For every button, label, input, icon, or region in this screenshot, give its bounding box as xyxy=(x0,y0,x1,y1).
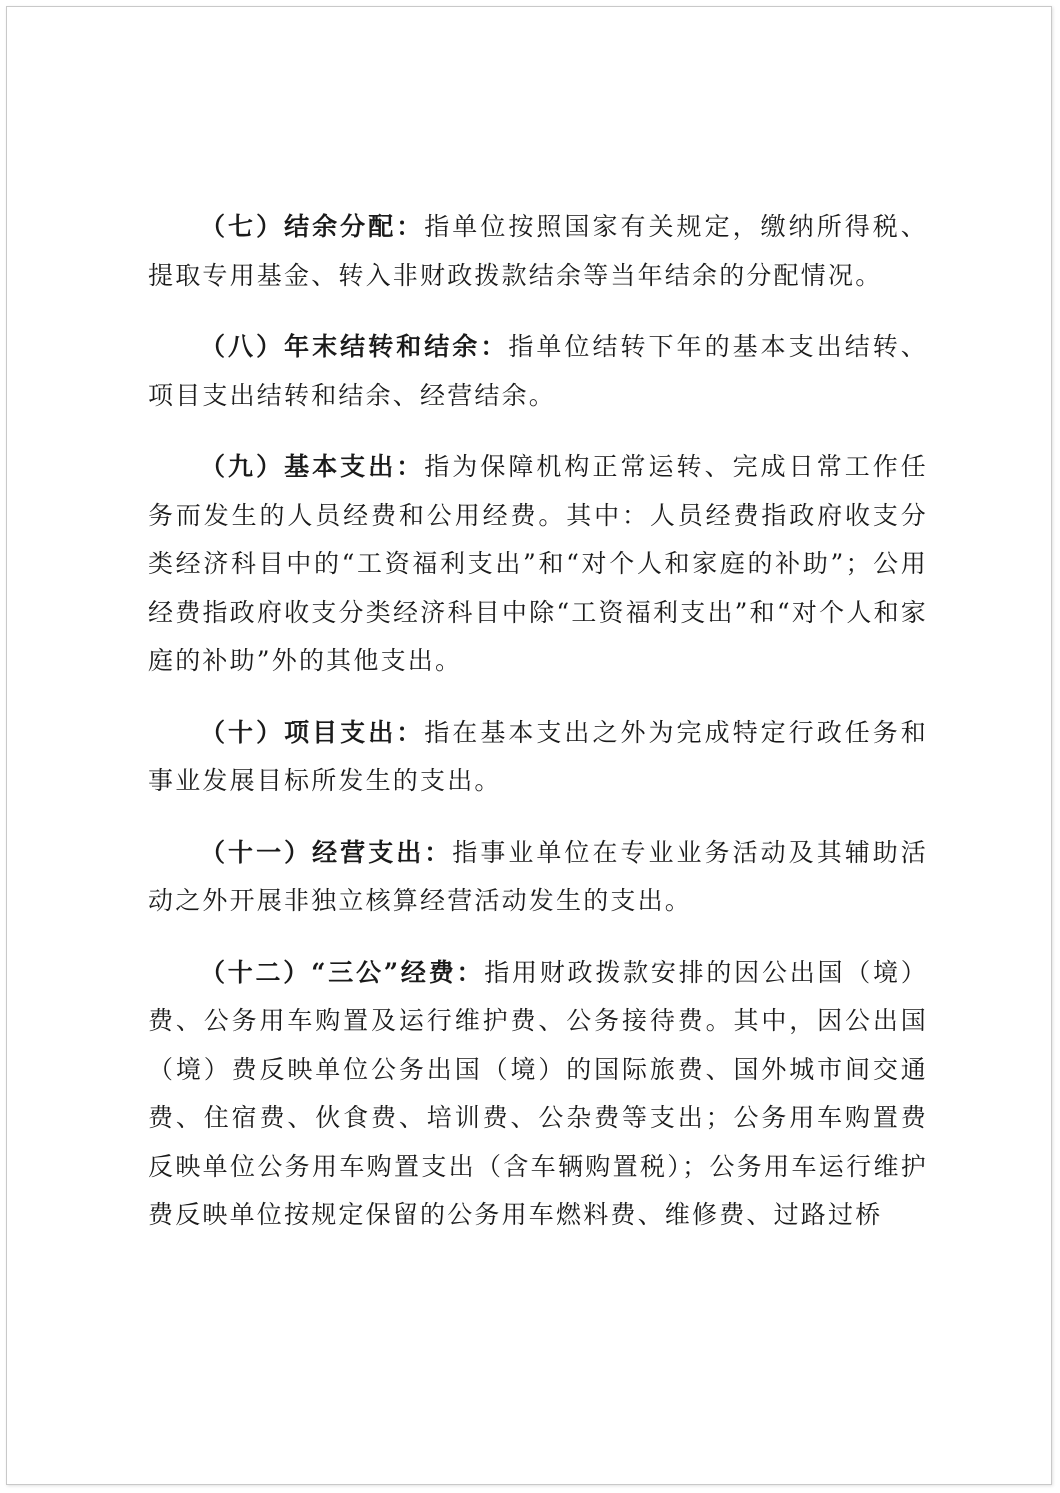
paragraph-heading: （九）基本支出： xyxy=(200,452,425,481)
paragraph-heading: （十一）经营支出： xyxy=(200,837,453,867)
paragraph-heading: （十二）“三公”经费： xyxy=(200,957,485,987)
paragraph-text: 指单位结转下年的基本支出结转、项目支出结转和结余、经营结余。 xyxy=(148,332,928,410)
paragraph-text: 指事业单位在专业业务活动及其辅助活动之外开展非独立核算经营活动发生的支出。 xyxy=(148,837,928,915)
paragraph-operating-expenditure xyxy=(148,829,928,926)
paragraph-project-expenditure xyxy=(148,709,928,806)
document-body xyxy=(148,203,928,1263)
paragraph-text: 指在基本支出之外为完成特定行政任务和事业发展目标所发生的支出。 xyxy=(148,717,928,795)
paragraph-year-end-carryover xyxy=(148,323,928,420)
paragraph-heading: （十）项目支出： xyxy=(200,717,425,747)
document-page xyxy=(6,6,1052,1485)
paragraph-heading: （八）年末结转和结余： xyxy=(200,332,509,361)
paragraph-basic-expenditure xyxy=(148,443,928,686)
paragraph-text: 指单位按照国家有关规定，缴纳所得税、提取专用基金、转入非财政拨款结余等当年结余的分配情况。 xyxy=(148,212,928,290)
paragraph-text: 指用财政拨款安排的因公出国（境）费、公务用车购置及运行维护费、公务接待费。其中，因公出国（境）费反映单位公务出国（境）的国际旅费、国外城市间交通费、住宿费、伙食费、培训费、公杂费等支出；公务用车购置费反映单位公务用车购置支出（含车辆购置税）；公务用车运行维护费反映单位按规定保留的公务用车燃料费、维修费、过路过桥 xyxy=(148,957,928,1229)
paragraph-three-public-expenses xyxy=(148,949,928,1240)
paragraph-heading: （七）结余分配： xyxy=(200,212,425,241)
paragraph-text: 指为保障机构正常运转、完成日常工作任务而发生的人员经费和公用经费。其中：人员经费指政府收支分类经济科目中的“工资福利支出”和“对个人和家庭的补助”；公用经费指政府收支分类经济科目中除“工资福利支出”和“对个人和家庭的补助”外的其他支出。 xyxy=(148,452,928,675)
paragraph-surplus-distribution xyxy=(148,203,928,300)
